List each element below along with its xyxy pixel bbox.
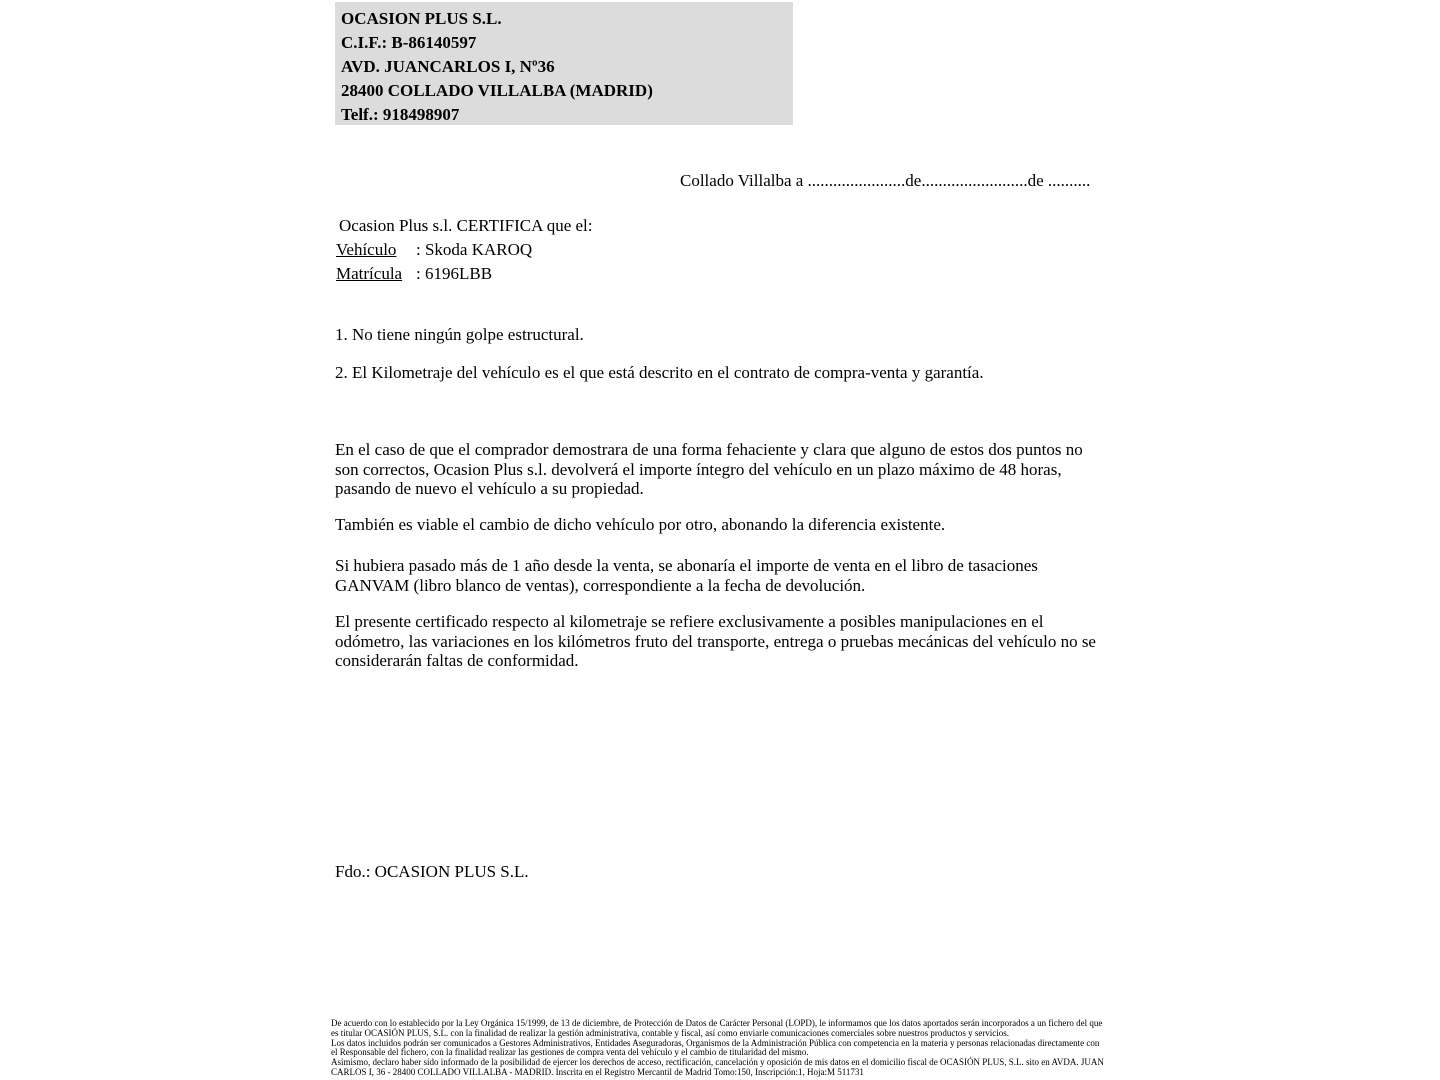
certificate-intro: Ocasion Plus s.l. CERTIFICA que el: — [339, 216, 593, 235]
plate-value: : 6196LBB — [416, 264, 493, 283]
legal-paragraph-rights: Asimismo, declaro haber sido informado de la posibilidad de ejercer los derechos de acceso, rectificación, cancelación y oposición de mis datos en el domicilio fiscal de OCASIÓN PLUS, S.L. sito en AVDA. JUAN CARLOS I, 36 - 28400 COLLADO VILLALBA - MADRID. Inscrita en el Registro Mercantil de Madrid Tomo:150, Inscripción:1, Hoja:M 511731 — [331, 1057, 1104, 1077]
certificate-point-1: 1. No tiene ningún golpe estructural. — [335, 325, 584, 344]
company-address: AVD. JUANCARLOS I, Nº36 — [341, 57, 555, 76]
plate-label: Matrícula — [336, 264, 403, 283]
company-cif: C.I.F.: B-86140597 — [341, 33, 477, 52]
vehicle-label: Vehículo — [336, 240, 397, 259]
certificate-point-2: 2. El Kilometraje del vehículo es el que está descrito en el contrato de compra-venta y garantía. — [335, 363, 984, 382]
legal-paragraph-lopd: De acuerdo con lo establecido por la Ley Orgánica 15/1999, de 13 de diciembre, de Protección de Datos de Carácter Personal (LOPD), le informamos que los datos aportados serán incorporados a un fichero del que es titular OCASIÓN PLUS, S.L. con la finalidad de realizar la gestión administrativa, contable y fiscal, así como enviarle comunicaciones comerciales sobre nuestros productos y servicios. — [331, 1018, 1103, 1038]
paragraph-odometer-clause: El presente certificado respecto al kilometraje se refiere exclusivamente a posibles manipulaciones en el odómetro, las variaciones en los kilómetros fruto del transporte, entrega o pruebas mecánicas del vehículo no se considerarán faltas de conformidad. — [335, 612, 1096, 670]
plate-row — [336, 264, 492, 284]
company-header-block — [335, 2, 793, 125]
date-line: Collado Villalba a .......................de.........................de .......... — [680, 171, 1091, 190]
paragraph-refund-clause: En el caso de que el comprador demostrara de una forma fehaciente y clara que alguno de estos dos puntos no son correctos, Ocasion Plus s.l. devolverá el importe íntegro del vehículo en un plazo máximo de 48 horas, pasando de nuevo el vehículo a su propiedad. — [335, 440, 1083, 498]
vehicle-row — [336, 240, 532, 260]
legal-paragraph-data-sharing: Los datos incluidos podrán ser comunicados a Gestores Administrativos, Entidades Aseguradoras, Organismos de la Administración Pública con competencia en la materia y personas relacionadas directamente con el Responsable del fichero, con la finalidad realizar las gestiones de compra venta del vehículo y el cambio de titularidad del mismo. — [331, 1037, 1100, 1058]
paragraph-exchange-clause: También es viable el cambio de dicho vehículo por otro, abonando la diferencia existente. — [335, 515, 946, 534]
legal-footer — [331, 1019, 1106, 1078]
company-city: 28400 COLLADO VILLALBA (MADRID) — [341, 81, 653, 100]
company-name: OCASION PLUS S.L. — [341, 9, 502, 28]
vehicle-value: : Skoda KAROQ — [416, 240, 533, 259]
company-phone: Telf.: 918498907 — [341, 105, 460, 124]
paragraph-ganvam-clause: Si hubiera pasado más de 1 año desde la venta, se abonaría el importe de venta en el libro de tasaciones GANVAM (libro blanco de ventas), correspondiente a la fecha de devolución. — [335, 556, 1038, 595]
signature-line: Fdo.: OCASION PLUS S.L. — [335, 862, 529, 881]
